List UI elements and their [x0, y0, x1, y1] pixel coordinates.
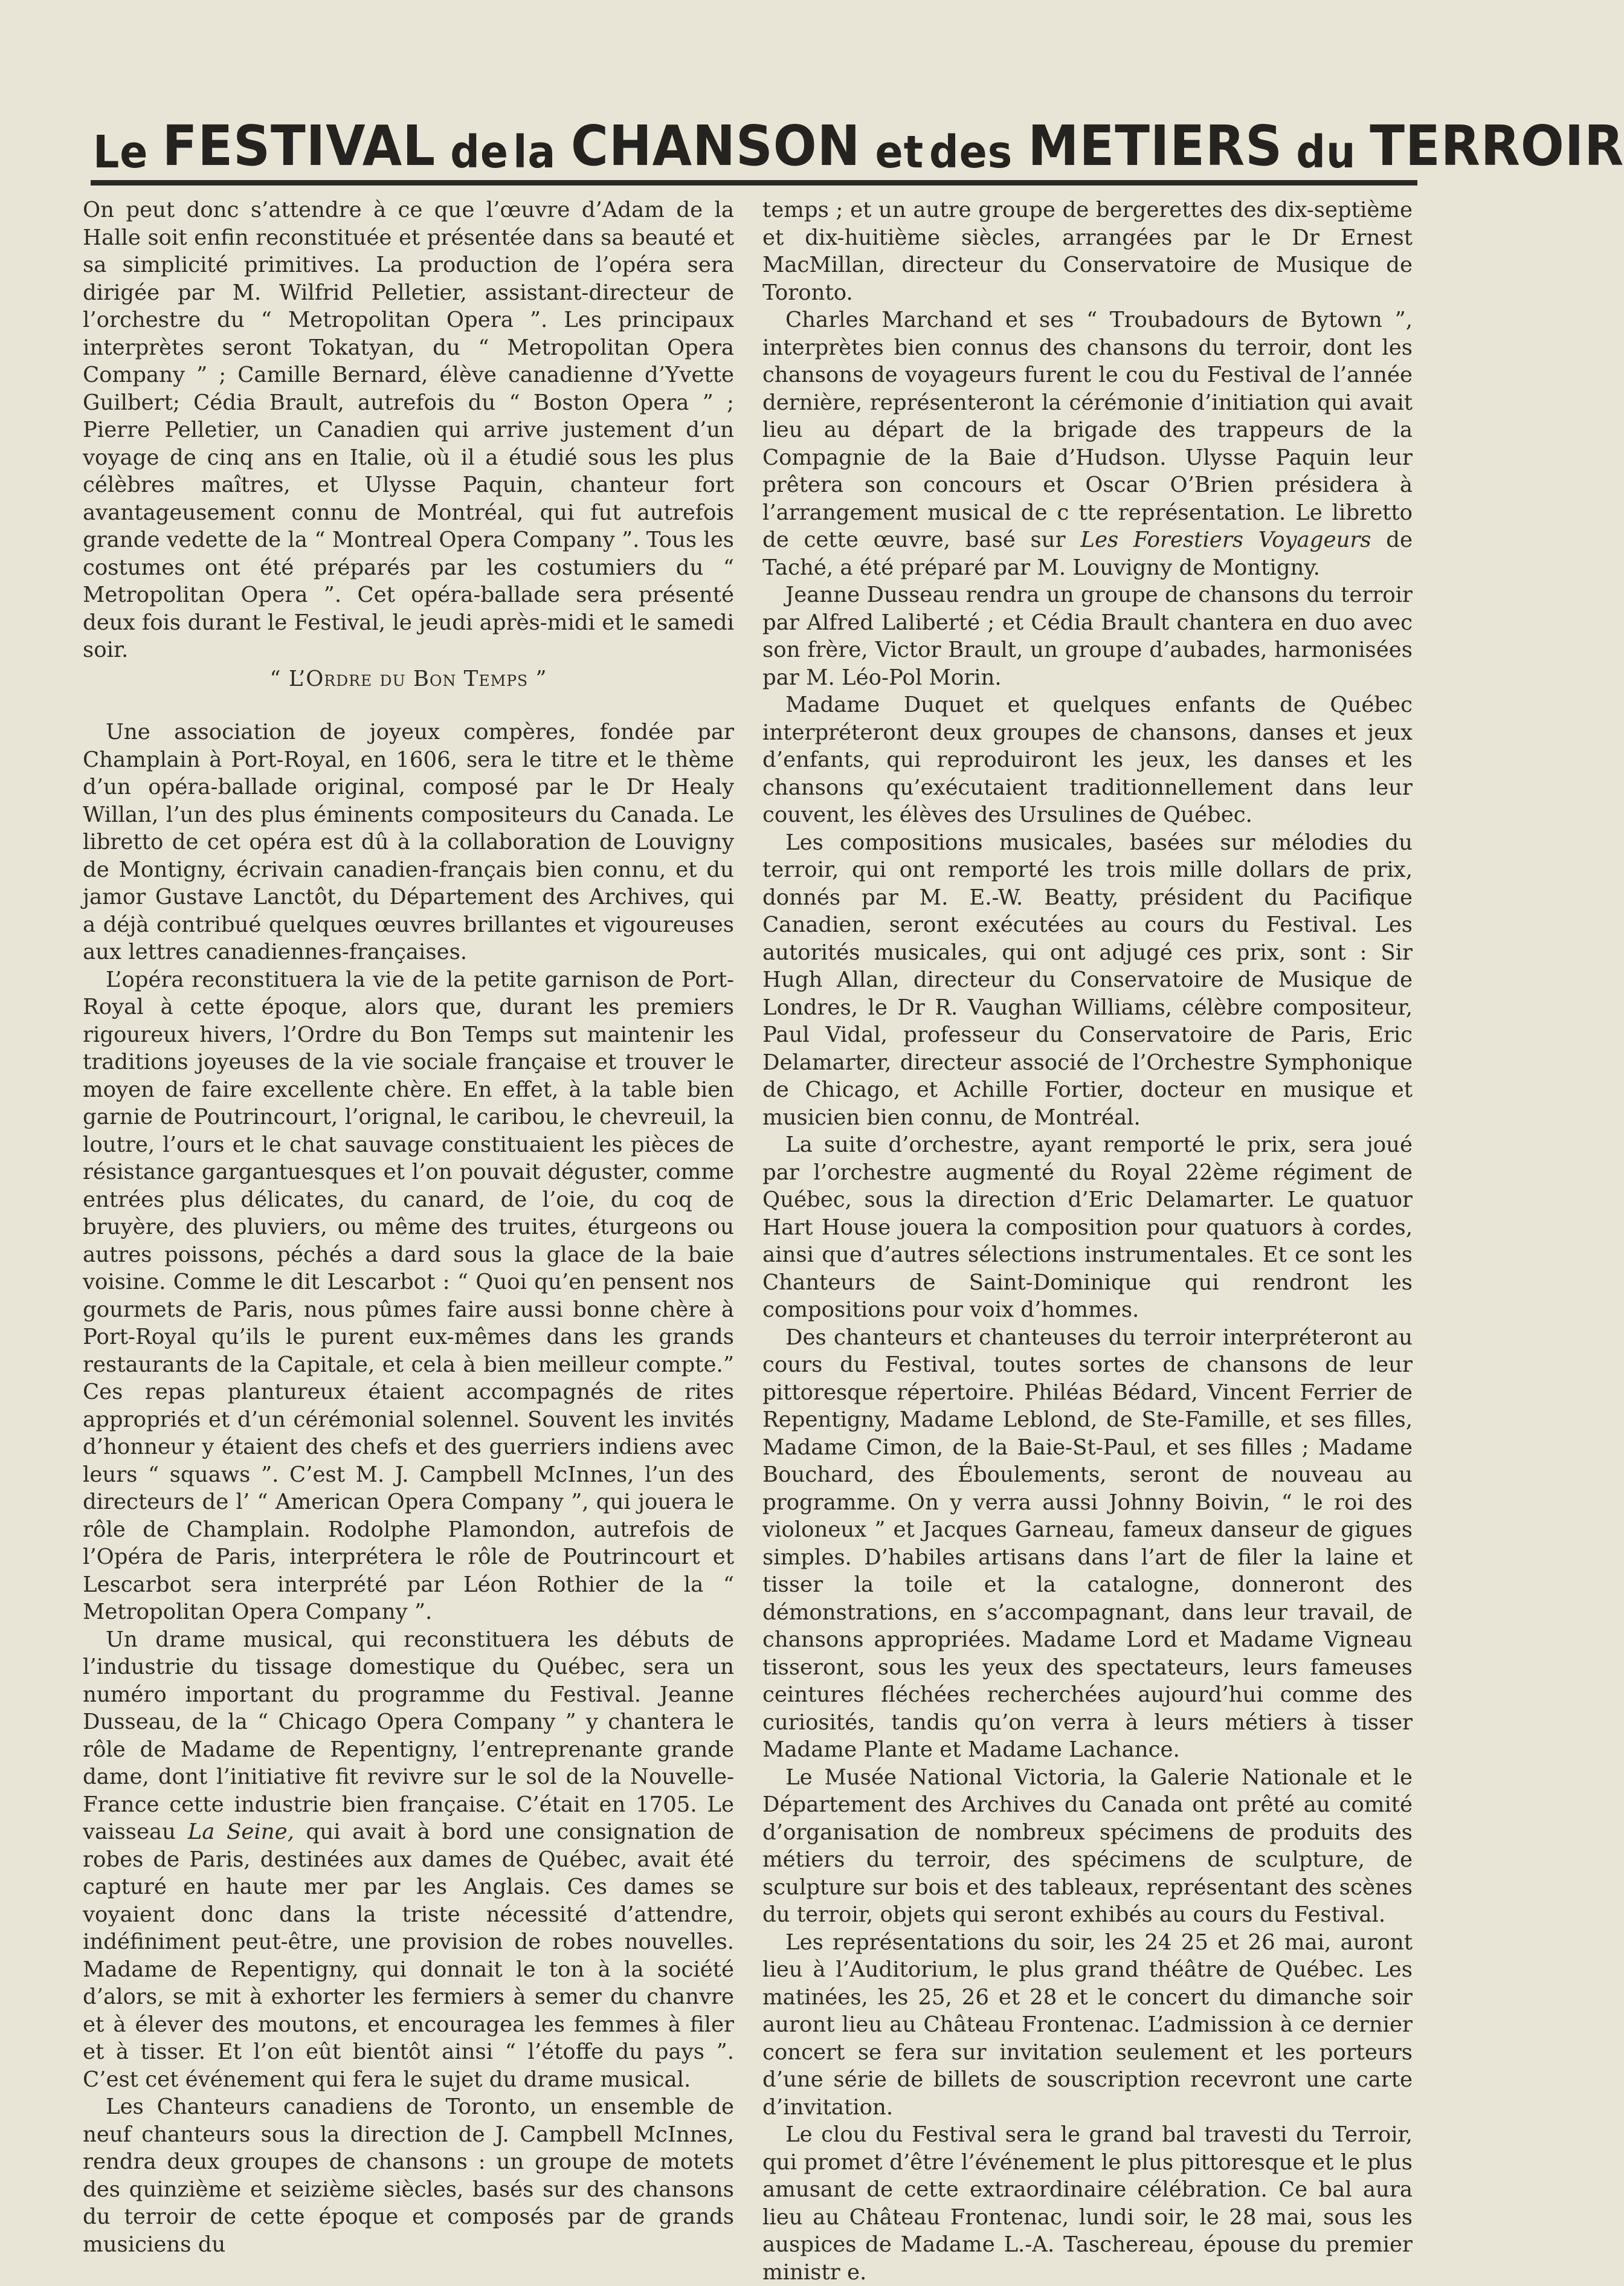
paragraph: Les représentations du soir, les 24 25 et 26 mai, auront lieu à l’Auditorium, le plus grand théâtre de Québec. Les matinées, les 25, 26 et 28 et le concert du dimanche soir auront lieu au Château Frontenac. L’admission à ce dernier concert se fera sur invitation seulement et les porteurs d’une série de billets de souscription recevront une carte d’invitation. — [762, 1929, 1413, 2120]
title-word: du — [1296, 126, 1356, 178]
text-run: qui avait à bord une consignation de robes de Paris, destinées aux dames de Québec, avait été capturé en haute mer par les Anglais. Ces dames se voyaient donc dans la triste nécessité d’attendre, indéfiniment peut-être, une provision de robes nouvelles. Madame de Repentigny, qui donnait le ton à la société d’alors, se mit à exhorter les fermiers à semer du chanvre et à élever des moutons, et encouragea les femmes à filer et à tisser. Et l’on eût bientôt ainsi “ l’étoffe du pays ”. C’est cet événement qui fera le sujet du drame musical. — [83, 1819, 734, 2092]
paragraph: Le clou du Festival sera le grand bal travesti du Terroir, qui promet d’être l’événement le plus pittoresque et le plus amusant de cette extraordinaire célébration. Ce bal aura lieu au Château Frontenac, lundi soir, le 28 mai, sous les auspices de Madame L.-A. Taschereau, épouse du premier ministr e. — [762, 2122, 1413, 2285]
text-run: Un drame musical, qui reconstituera les débuts de l’industrie du tissage domestique du Québec, sera un numéro important du programme du Festival. Jeanne Dusseau, de la “ Chicago Opera Company ” y chantera le rôle de Madame de Repentigny, l’entreprenante grande dame, dont l’initiative fit revivre sur le sol de la Nouvelle-France cette industrie bien française. C’était en 1705. Le vaisseau — [83, 1627, 734, 1844]
paragraph — [83, 1626, 734, 2094]
title-word: Le — [92, 126, 149, 178]
paragraph: La suite d’orchestre, ayant remporté le prix, sera joué par l’orchestre augmenté du Royal 22ème régiment de Québec, sous la direction d’Eric Delamarter. Le quatuor Hart House jouera la composition pour quatuors à cordes, ainsi que d’autres sélections instrumentales. Et ce sont les Chanteurs de Saint-Dominique qui rendront les compositions pour voix d’hommes. — [762, 1132, 1413, 1322]
title-word: des — [929, 126, 1013, 178]
text-run: Charles Marchand et ses “ Troubadours de Bytown ”, interprètes bien connus des chansons du terroir, dont les chansons de voyageurs furent le cou du Festival de l’année dernière, représenteront la cérémonie d’initiation qui avait lieu au départ de la brigade des trappeurs de la Compagnie de la Baie d’Hudson. Ulysse Paquin leur prêtera son concours et Oscar O’Brien présidera à l’arrangement musical de c tte représentation. Le libretto de cette œuvre, basé sur — [762, 308, 1413, 552]
text-run: de Taché, a été préparé par M. Louvigny de Montigny. — [762, 528, 1413, 580]
title-word: METIERS — [1027, 114, 1283, 178]
title-word: TERROIR — [1369, 114, 1624, 178]
title-word: FESTIVAL — [163, 114, 436, 178]
right-column — [762, 196, 1413, 2286]
title-word: de — [450, 126, 509, 178]
paragraph: Les compositions musicales, basées sur mélodies du terroir, qui ont remporté les trois mille dollars de prix, donnés par M. E.-W. Beatty, président du Pacifique Canadien, seront exécutées au cours du Festival. Les autorités musicales, qui ont adjugé ces prix, sont : Sir Hugh Allan, directeur du Conservatoire de Musique de Londres, le Dr R. Vaughan Williams, célèbre compositeur, Paul Vidal, professeur du Conservatoire de Paris, Eric Delamarter, directeur associé de l’Orchestre Symphonique de Chicago, et Achille Fortier, docteur en musique et musicien bien connu, de Montréal. — [762, 830, 1413, 1130]
article-title — [91, 112, 1624, 178]
paragraph: Jeanne Dusseau rendra un groupe de chansons du terroir par Alfred Laliberté ; et Cédia Brault chantera en duo avec son frère, Victor Brault, un groupe d’aubades, harmonisées par M. Léo-Pol Morin. — [762, 583, 1413, 690]
title-word: CHANSON — [570, 114, 860, 178]
paragraph: Les Chanteurs canadiens de Toronto, un ensemble de neuf chanteurs sous la direction de J. Campbell McInnes, rendra deux groupes de chansons : un groupe de motets des quinzième et seizième siècles, basés sur des chansons du terroir de cette époque et composés par de grands musiciens du — [83, 2094, 734, 2257]
section-heading: “ L’Ordre du Bon Temps ” — [269, 666, 547, 691]
paragraph: temps ; et un autre groupe de bergerettes des dix-septième et dix-huitième siècles, arrangées par le Dr Ernest MacMillan, directeur du Conservatoire de Musique de Toronto. — [762, 198, 1413, 305]
ship-name: La Seine, — [187, 1819, 294, 1844]
paragraph — [762, 306, 1413, 581]
paragraph: Le Musée National Victoria, la Galerie Nationale et le Département des Archives du Canada ont prêté au comité d’organisation de nombreux spécimens de produits des métiers du terroir, des spécimens de sculpture, de sculpture sur bois et des tableaux, représentant des scènes du terroir, objets qui seront exhibés au cours du Festival. — [762, 1765, 1413, 1927]
paragraph: Une association de joyeux compères, fondée par Champlain à Port-Royal, en 1606, sera le titre et le thème d’un opéra-ballade original, composé par le Dr Healy Willan, l’un des plus éminents compositeurs du Canada. Le libretto de cet opéra est dû à la collaboration de Louvigny de Montigny, écrivain canadien-français bien connu, et du jamor Gustave Lanctôt, du Département des Archives, qui a déjà contribué quelques œuvres brillantes et vigoureuses aux lettres canadiennes-françaises. — [83, 720, 734, 964]
title-word: la — [513, 126, 556, 178]
paragraph: On peut donc s’attendre à ce que l’œuvre d’Adam de la Halle soit enfin reconstituée et présentée dans sa beauté et sa simplicité primitives. La production de l’opéra sera dirigée par M. Wilfrid Pelletier, assistant-directeur de l’orchestre du “ Metropolitan Opera ”. Les principaux interprètes seront Tokatyan, du “ Metropolitan Opera Company ” ; Camille Bernard, élève canadienne d’Yvette Guilbert; Cédia Brault, autrefois du “ Boston Opera ” ; Pierre Pelletier, un Canadien qui arrive justement d’un voyage de cinq ans en Italie, où il a étudié sous les plus célèbres maîtres, et Ulysse Paquin, chanteur fort avantageusement connu de Montréal, qui fut autrefois grande vedette de la “ Montreal Opera Company ”. Tous les costumes ont été préparés par les costumiers du “ Metropolitan Opera ”. Cet opéra-ballade sera présenté deux fois durant le Festival, le jeudi après-midi et le samedi soir. — [83, 198, 734, 662]
title-rule — [91, 180, 1417, 186]
paragraph: Madame Duquet et quelques enfants de Québec interpréteront deux groupes de chansons, danses et jeux d’enfants, qui reproduiront les jeux, les danses et les chansons qu’exécutaient traditionnellement dans leur couvent, les élèves des Ursulines de Québec. — [762, 693, 1413, 827]
paragraph: Des chanteurs et chanteuses du terroir interpréteront au cours du Festival, toutes sortes de chansons de leur pittoresque répertoire. Philéas Bédard, Vincent Ferrier de Repentigny, Madame Leblond, de Ste-Famille, et ses filles, Madame Cimon, de la Baie-St-Paul, et ses filles ; Madame Bouchard, des Éboulements, seront de nouveau au programme. On y verra aussi Johnny Boivin, “ le roi des violoneux ” et Jacques Garneau, fameux danseur de gigues simples. D’habiles artisans dans l’art de filer la laine et tisser la toile et la catalogne, donneront des démonstrations, en s’accompagnant, dans leur travail, de chansons appropriées. Madame Lord et Madame Vigneau tisseront, sous les yeux des spectateurs, leurs fameuses ceintures fléchées recherchées aujourd’hui comme des curiosités, tandis qu’on verra à leurs métiers à tisser Madame Plante et Madame Lachance. — [762, 1325, 1413, 1762]
title-word: et — [875, 126, 924, 178]
left-column — [83, 196, 734, 2258]
work-title: Les Forestiers Voyageurs — [1080, 528, 1371, 552]
paragraph: L’opéra reconstituera la vie de la petite garnison de Port-Royal à cette époque, alors que, durant les premiers rigoureux hivers, l’Ordre du Bon Temps sut maintenir les traditions joyeuses de la vie sociale française et trouver le moyen de faire excellente chère. En effet, à la table bien garnie de Poutrincourt, l’orignal, le caribou, le chevreuil, la loutre, l’ours et le chat sauvage constituaient les pièces de résistance gargantuesques et l’on pouvait déguster, comme entrées plus délicates, du canard, de l’oie, du coq de bruyère, des pluviers, ou même des truites, éturgeons ou autres poissons, péchés a dard sous la glace de la baie voisine. Comme le dit Lescarbot : “ Quoi qu’en pensent nos gourmets de Paris, nous pûmes faire aussi bonne chère à Port-Royal qu’ils le purent eux-mêmes dans les grands restaurants de la Capitale, et cela à bien meilleur compte.” Ces repas plantureux étaient accompagnés de rites appropriés et d’un cérémonial solennel. Souvent les invités d’honneur y étaient des chefs et des guerriers indiens avec leurs “ squaws ”. C’est M. J. Campbell McInnes, l’un des directeurs de l’ “ American Opera Company ”, qui jouera le rôle de Champlain. Rodolphe Plamondon, autrefois de l’Opéra de Paris, interprétera le rôle de Poutrincourt et Lescarbot sera interprété par Léon Rothier de la “ Metropolitan Opera Company ”. — [83, 967, 734, 1624]
